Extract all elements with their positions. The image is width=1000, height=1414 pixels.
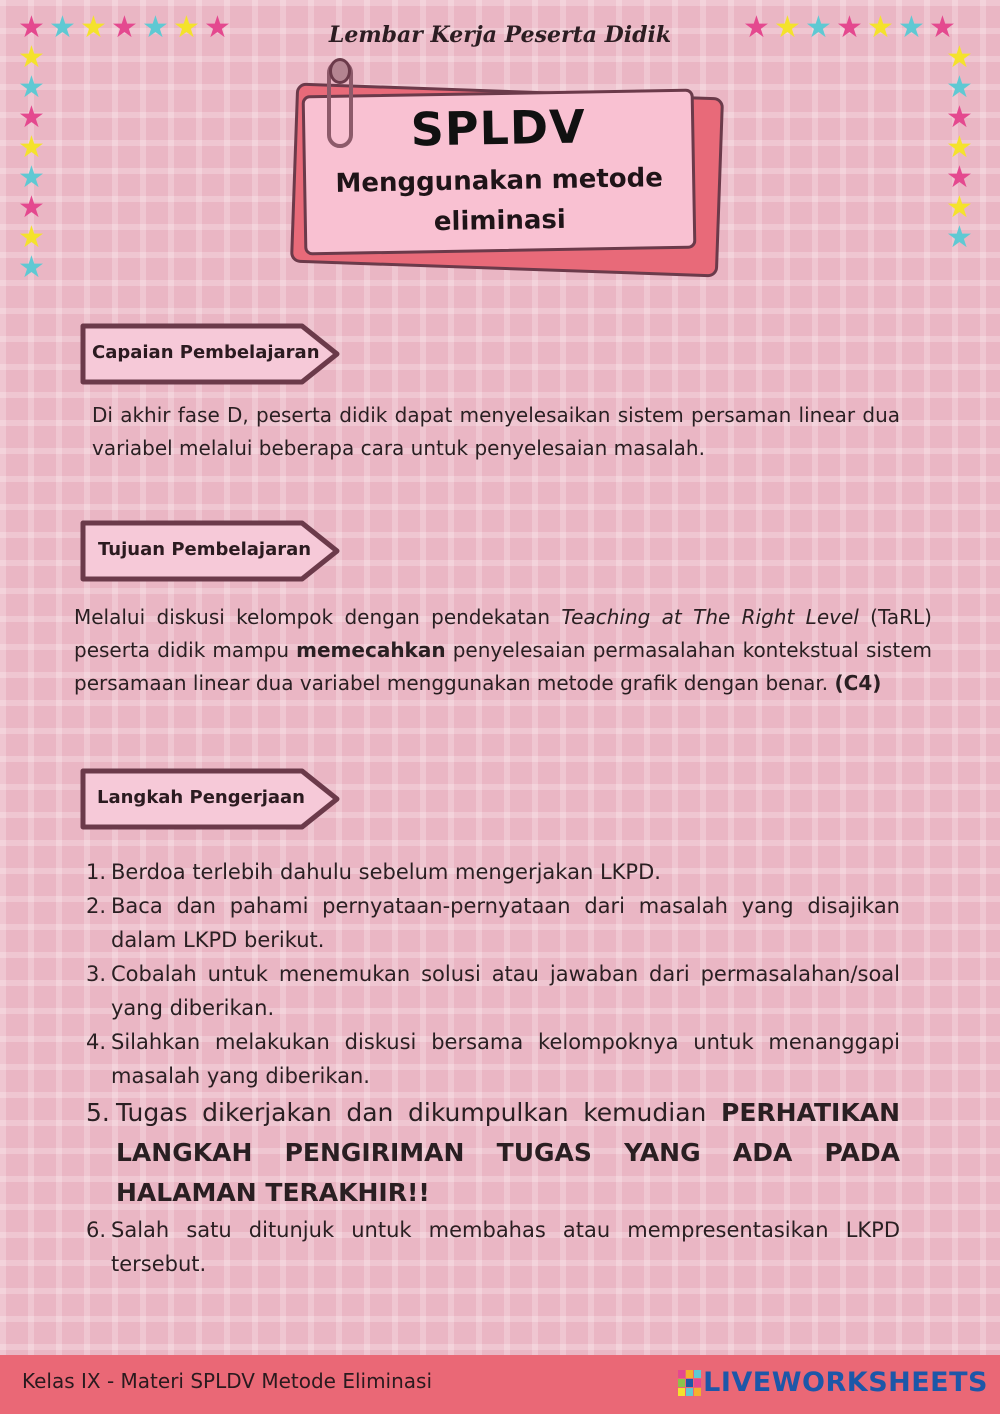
star-icon: ★: [946, 100, 973, 135]
star-border-right: [944, 40, 975, 255]
star-icon: ★: [18, 220, 45, 255]
steps-list: [86, 855, 900, 1281]
star-icon: ★: [929, 10, 956, 45]
star-icon: ★: [774, 10, 801, 45]
list-item: 6. Salah satu ditunjuk untuk membahas atau mempresentasikan LKPD tersebut.: [86, 1218, 900, 1276]
tujuan-text: [74, 601, 932, 700]
star-icon: ★: [946, 220, 973, 255]
tujuan-level-code: (C4): [834, 671, 882, 695]
step-emphasis: PERHATIKAN LANGKAH PENGIRIMAN TUGAS YANG ADA PADA HALAMAN TERAKHIR!!: [116, 1098, 900, 1207]
page-subtitle: Menggunakan metode eliminasi: [335, 163, 664, 238]
star-icon: ★: [204, 10, 231, 45]
section-label-capaian: [80, 323, 338, 383]
star-border-left: [16, 40, 47, 285]
title-card: [302, 89, 697, 256]
star-icon: ★: [946, 160, 973, 195]
star-icon: ★: [18, 100, 45, 135]
tujuan-text-bold: memecahkan: [296, 638, 446, 662]
brand-name: LIVEWORKSHEETS: [703, 1367, 988, 1398]
paperclip-pin-icon: [329, 58, 351, 84]
list-item: 2. Baca dan pahami pernyataan-pernyataan dari masalah yang disajikan dalam LKPD berikut.: [86, 894, 900, 952]
list-item: 3. Cobalah untuk menemukan solusi atau jawaban dari permasalahan/soal yang diberikan.: [86, 962, 900, 1020]
section-label-langkah: [80, 768, 338, 828]
star-icon: ★: [18, 40, 45, 75]
star-icon: ★: [805, 10, 832, 45]
star-icon: ★: [946, 190, 973, 225]
worksheet-header: Lembar Kerja Peserta Didik: [328, 22, 672, 48]
liveworksheets-logo-icon: [678, 1370, 700, 1396]
star-icon: ★: [946, 130, 973, 165]
star-icon: ★: [18, 130, 45, 165]
star-icon: ★: [18, 160, 45, 195]
tujuan-text-part: (TaRL) peserta didik mampu: [74, 605, 932, 662]
section-label-text: Tujuan Pembelajaran: [98, 539, 312, 560]
star-icon: ★: [898, 10, 925, 45]
star-icon: ★: [80, 10, 107, 45]
star-icon: ★: [867, 10, 894, 45]
list-item: 4. Silahkan melakukan diskusi bersama kelompoknya untuk menanggapi masalah yang diberikan.: [86, 1030, 900, 1088]
star-icon: ★: [836, 10, 863, 45]
star-icon: ★: [743, 10, 770, 45]
star-icon: ★: [173, 10, 200, 45]
footer-bar: [0, 1355, 1000, 1414]
star-icon: ★: [18, 250, 45, 285]
liveworksheets-brand[interactable]: [678, 1367, 988, 1398]
list-item: 5. Tugas dikerjakan dan dikumpulkan kemudian PERHATIKAN LANGKAH PENGIRIMAN TUGAS YANG ADA PADA HALAMAN TERAKHIR!!: [86, 1098, 900, 1207]
step-text: Tugas dikerjakan dan dikumpulkan kemudian: [116, 1098, 707, 1127]
section-label-text: Langkah Pengerjaan: [97, 787, 305, 808]
capaian-text: Di akhir fase D, peserta didik dapat menyelesaikan sistem persaman linear dua variabel melalui beberapa cara untuk penyelesaian masalah.: [92, 403, 900, 460]
tujuan-text-part: Melalui diskusi kelompok dengan pendekatan: [74, 605, 562, 629]
star-icon: ★: [111, 10, 138, 45]
star-icon: ★: [18, 10, 45, 45]
star-icon: ★: [18, 190, 45, 225]
tujuan-text-part: penyelesaian permasalahan kontekstual sistem persamaan linear dua variabel menggunakan metode grafik dengan benar.: [74, 638, 932, 695]
section-label-text: Capaian Pembelajaran: [92, 342, 320, 363]
star-icon: ★: [142, 10, 169, 45]
star-icon: ★: [49, 10, 76, 45]
list-item: 1. Berdoa terlebih dahulu sebelum mengerjakan LKPD.: [86, 860, 661, 884]
footer-text: Kelas IX - Materi SPLDV Metode Eliminasi: [22, 1369, 433, 1393]
star-icon: ★: [946, 70, 973, 105]
section-label-tujuan: [80, 520, 338, 580]
star-icon: ★: [946, 40, 973, 75]
tujuan-text-italic: Teaching at The Right Level: [561, 605, 859, 629]
page-title: SPLDV: [410, 99, 587, 157]
star-icon: ★: [18, 70, 45, 105]
